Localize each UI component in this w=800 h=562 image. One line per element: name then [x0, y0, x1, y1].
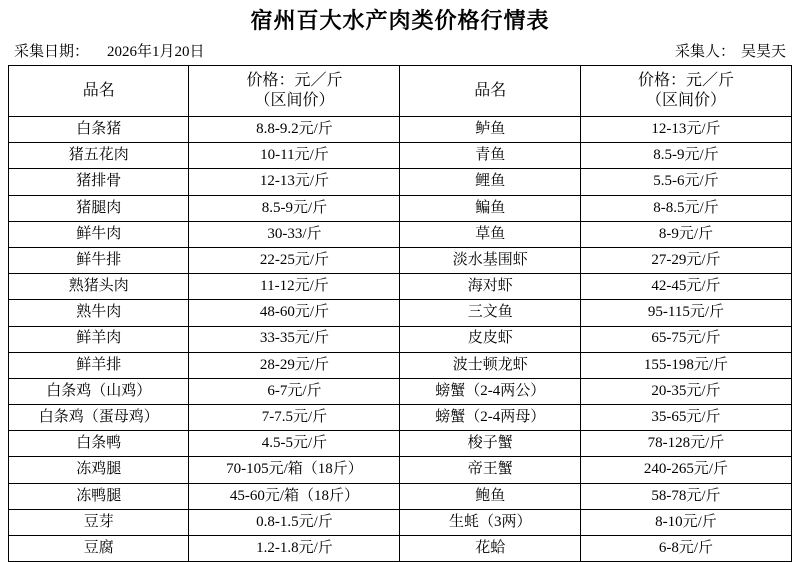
table-row [9, 169, 792, 195]
cell-right-name: 花蛤 [400, 536, 580, 562]
cell-right-price: 27-29元/斤 [580, 247, 791, 273]
cell-right-price: 8-10元/斤 [580, 509, 791, 535]
table-row [9, 536, 792, 562]
cell-right-name: 生蚝（3两） [400, 509, 580, 535]
collector-value: 吴昊天 [740, 44, 786, 60]
cell-right-price: 8.5-9元/斤 [580, 143, 791, 169]
cell-left-price: 45-60元/箱（18斤） [189, 483, 400, 509]
header-right-price [580, 66, 791, 117]
cell-left-name: 猪五花肉 [9, 143, 189, 169]
cell-left-price: 48-60元/斤 [189, 300, 400, 326]
collection-date-value: 2026年1月20日 [107, 44, 205, 60]
cell-right-name: 波士顿龙虾 [400, 352, 580, 378]
table-row [9, 143, 792, 169]
cell-left-price: 11-12元/斤 [189, 274, 400, 300]
cell-left-name: 豆腐 [9, 536, 189, 562]
cell-left-price: 10-11元/斤 [189, 143, 400, 169]
collector [675, 40, 786, 61]
cell-right-price: 155-198元/斤 [580, 352, 791, 378]
table-row [9, 509, 792, 535]
header-right-name: 品名 [400, 66, 580, 117]
table-row [9, 274, 792, 300]
cell-right-price: 20-35元/斤 [580, 378, 791, 404]
table-header-row [9, 66, 792, 117]
cell-left-name: 豆芽 [9, 509, 189, 535]
header-left-price [189, 66, 400, 117]
cell-right-price: 6-8元/斤 [580, 536, 791, 562]
table-row [9, 221, 792, 247]
cell-right-price: 42-45元/斤 [580, 274, 791, 300]
cell-right-price: 5.5-6元/斤 [580, 169, 791, 195]
cell-left-price: 6-7元/斤 [189, 378, 400, 404]
collection-date-label: 采集日期： [14, 44, 90, 60]
cell-right-price: 240-265元/斤 [580, 457, 791, 483]
cell-right-price: 95-115元/斤 [580, 300, 791, 326]
cell-right-name: 梭子蟹 [400, 431, 580, 457]
cell-right-name: 鳊鱼 [400, 195, 580, 221]
cell-right-price: 12-13元/斤 [580, 117, 791, 143]
cell-left-name: 熟猪头肉 [9, 274, 189, 300]
table-row [9, 483, 792, 509]
cell-left-name: 猪排骨 [9, 169, 189, 195]
cell-left-price: 7-7.5元/斤 [189, 405, 400, 431]
cell-left-name: 熟牛肉 [9, 300, 189, 326]
cell-right-name: 青鱼 [400, 143, 580, 169]
table-row [9, 117, 792, 143]
cell-right-price: 8-8.5元/斤 [580, 195, 791, 221]
cell-right-name: 鲍鱼 [400, 483, 580, 509]
cell-left-price: 0.8-1.5元/斤 [189, 509, 400, 535]
cell-left-name: 猪腿肉 [9, 195, 189, 221]
cell-left-name: 白条鸡（山鸡） [9, 378, 189, 404]
cell-left-price: 28-29元/斤 [189, 352, 400, 378]
cell-left-name: 鲜羊排 [9, 352, 189, 378]
cell-left-price: 8.5-9元/斤 [189, 195, 400, 221]
cell-left-price: 1.2-1.8元/斤 [189, 536, 400, 562]
cell-left-price: 33-35元/斤 [189, 326, 400, 352]
cell-right-price: 8-9元/斤 [580, 221, 791, 247]
cell-left-name: 白条鸡（蛋母鸡） [9, 405, 189, 431]
table-row [9, 300, 792, 326]
price-table [8, 65, 792, 562]
cell-left-price: 70-105元/箱（18斤） [189, 457, 400, 483]
table-body [9, 117, 792, 562]
header-right-price-line2: （区间价） [645, 92, 726, 109]
cell-left-name: 白条猪 [9, 117, 189, 143]
cell-right-name: 淡水基围虾 [400, 247, 580, 273]
cell-left-price: 22-25元/斤 [189, 247, 400, 273]
table-row [9, 352, 792, 378]
cell-right-name: 鲈鱼 [400, 117, 580, 143]
cell-left-name: 白条鸭 [9, 431, 189, 457]
table-row [9, 457, 792, 483]
table-row [9, 378, 792, 404]
table-row [9, 195, 792, 221]
cell-left-name: 鲜牛排 [9, 247, 189, 273]
header-left-price-line1: 价格：元／斤 [246, 72, 343, 89]
cell-left-name: 冻鸡腿 [9, 457, 189, 483]
table-row [9, 405, 792, 431]
table-row [9, 431, 792, 457]
cell-left-price: 30-33/斤 [189, 221, 400, 247]
cell-right-name: 帝王蟹 [400, 457, 580, 483]
cell-left-name: 鲜羊肉 [9, 326, 189, 352]
cell-right-name: 三文鱼 [400, 300, 580, 326]
meta-row [8, 40, 792, 65]
cell-right-name: 螃蟹（2-4两公） [400, 378, 580, 404]
header-left-name: 品名 [9, 66, 189, 117]
cell-right-name: 草鱼 [400, 221, 580, 247]
header-right-price-line1: 价格：元／斤 [637, 72, 734, 89]
cell-right-name: 皮皮虾 [400, 326, 580, 352]
header-left-price-line2: （区间价） [254, 92, 335, 109]
cell-right-price: 78-128元/斤 [580, 431, 791, 457]
collector-label: 采集人： [674, 44, 735, 60]
cell-right-price: 65-75元/斤 [580, 326, 791, 352]
cell-left-price: 8.8-9.2元/斤 [189, 117, 400, 143]
cell-left-price: 12-13元/斤 [189, 169, 400, 195]
cell-left-name: 冻鸭腿 [9, 483, 189, 509]
table-row [9, 247, 792, 273]
collection-date [14, 40, 205, 61]
cell-left-price: 4.5-5元/斤 [189, 431, 400, 457]
table-row [9, 326, 792, 352]
cell-left-name: 鲜牛肉 [9, 221, 189, 247]
cell-right-name: 海对虾 [400, 274, 580, 300]
cell-right-name: 鲤鱼 [400, 169, 580, 195]
page-title: 宿州百大水产肉类价格行情表 [250, 8, 550, 33]
cell-right-name: 螃蟹（2-4两母） [400, 405, 580, 431]
cell-right-price: 58-78元/斤 [580, 483, 791, 509]
cell-right-price: 35-65元/斤 [580, 405, 791, 431]
table-head [9, 66, 792, 117]
